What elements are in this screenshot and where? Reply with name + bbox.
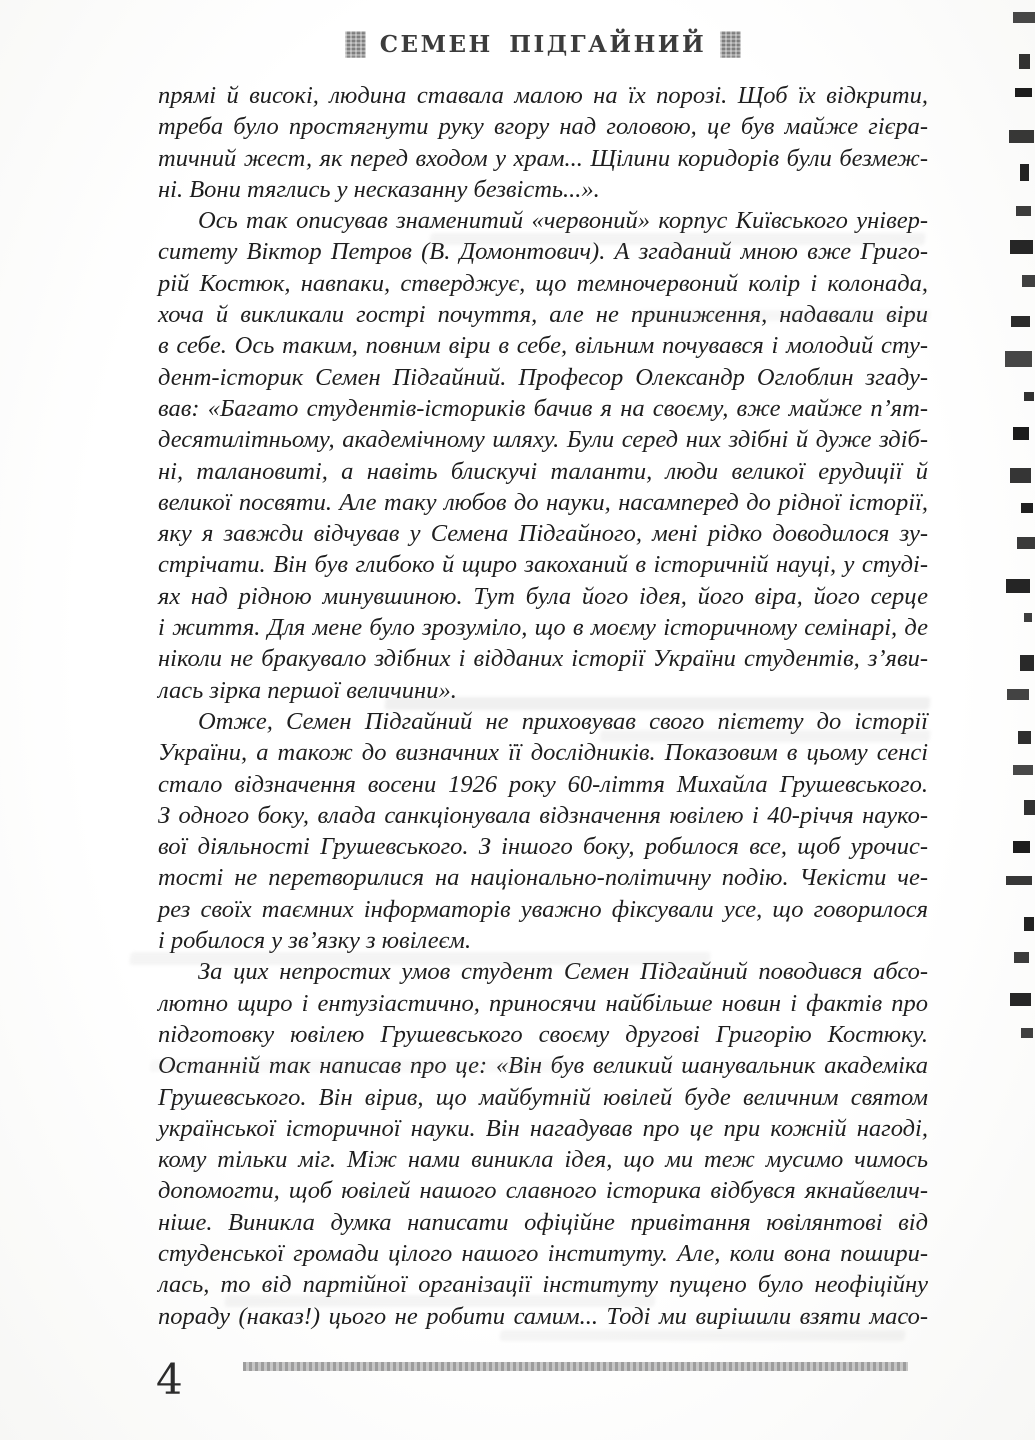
text-line: кому тільки міг. Між нами виникла ідея, що ми теж мусимо чимось: [158, 1146, 928, 1174]
page-edge-mark: [1006, 876, 1032, 885]
page-edge-mark: [1014, 952, 1029, 963]
running-title: СЕМЕН ПІДГАЙНИЙ: [379, 30, 707, 58]
text-line: дент-історик Семен Підгайний. Професор Олександр Оглоблин згаду-: [158, 363, 928, 391]
page-edge-mark: [1024, 917, 1034, 931]
page-edge-mark: [1017, 537, 1035, 549]
text-line: студенської громади цілого нашого інституту. Але, коли вона пошири-: [158, 1239, 928, 1267]
page-edge-mark: [1005, 351, 1032, 367]
text-line: тичний жест, як перед входом у храм... Щілини коридорів були безмеж-: [158, 144, 928, 172]
page-edge-mark: [1018, 731, 1031, 744]
text-line: хоча й викликали гострі почуття, але не приниження, надавали віри: [158, 301, 928, 329]
text-line: Останній так написав про це: «Він був великий шанувальник академіка: [158, 1052, 928, 1080]
text-line: ні. Вони тяглись у несказанну безвість...».: [158, 175, 600, 203]
text-block: [158, 80, 928, 1332]
text-line: прямі й високі, людина ставала малою на їх порозі. Щоб їх відкрити,: [158, 82, 928, 109]
text-line: треба було простягнути руку вгору над головою, це був майже гієра-: [158, 113, 928, 141]
text-line: ях над рідною минувшиною. Тут була його ідея, його віра, його серце: [158, 582, 928, 610]
page-edge-mark: [1010, 240, 1033, 254]
page-edge-mark: [1021, 1028, 1033, 1038]
text-line: підготовку ювілею Грушевського своєму другові Григорію Костюку.: [158, 1020, 928, 1048]
text-line: в себе. Ось таким, повним віри в себе, вільним почувався і молодий сту-: [158, 332, 928, 360]
text-line: вої діяльності Грушевського. З іншого боку, робилося все, щоб урочис-: [158, 833, 928, 861]
page-edge-mark: [1007, 689, 1029, 700]
text-line: лютно щиро і ентузіастично, приносячи найбільше новин і фактів про: [158, 989, 928, 1017]
text-line: Грушевського. Він вірив, що майбутній ювілей буде величним святом: [158, 1083, 928, 1111]
text-line: ніколи не бракувало здібних і відданих історії України студентів, з’яви-: [158, 645, 928, 673]
text-line: лась, то від партійної організації інституту пущено було неофіційну: [158, 1271, 928, 1299]
text-line: десятилітньому, академічному шляху. Були серед них здібні й дуже здіб-: [158, 426, 928, 454]
text-line: вав: «Багато студентів-істориків бачив я на своєму, вже майже п’ят-: [158, 394, 928, 422]
page-edge-mark: [1020, 164, 1029, 181]
page-number: 4: [156, 1355, 183, 1404]
text-line: Отже, Семен Підгайний не приховував свого пієтету до історії: [198, 707, 928, 735]
page-edge-mark: [1021, 503, 1033, 513]
text-line: Ось так описував знаменитий «червоний» корпус Київського універ-: [198, 207, 928, 235]
footer-rule: [243, 1362, 908, 1371]
text-line: рез своїх таємних інформаторів уважно фіксували усе, що говорилося: [158, 895, 928, 923]
page-edge-mark: [1013, 765, 1033, 775]
text-line: яку я завжди відчував у Семена Підгайного, мені рідко доводилося зу-: [158, 520, 928, 548]
page-edge-mark: [1010, 993, 1031, 1006]
text-line: і робилося у зв’язку з ювілеєм.: [158, 927, 472, 955]
text-line: великої посвяти. Але таку любов до науки, насамперед до рідної історії,: [158, 488, 928, 516]
page-edge-mark: [1024, 613, 1032, 622]
text-line: допомогти, щоб ювілей нашого славного історика відбувся якнайвелич-: [158, 1177, 928, 1205]
page-edge-mark: [1022, 275, 1035, 287]
text-line: За цих непростих умов студент Семен Підгайний поводився абсо-: [198, 958, 928, 986]
page-edge-mark: [1010, 468, 1031, 483]
page-edge-mark: [1006, 579, 1030, 593]
text-line: ніше. Виникла думка написати офіційне привітання ювілянтові від: [158, 1208, 928, 1236]
text-line: ситету Віктор Петров (В. Домонтович). А згаданий мною вже Григо-: [158, 238, 928, 266]
page-edge-mark: [1013, 427, 1029, 440]
page-edge-mark: [1024, 392, 1034, 401]
header-ornament-right-icon: [720, 31, 741, 58]
page-edge-mark: [1011, 316, 1030, 327]
text-line: рій Костюк, навпаки, стверджує, що темночервоний колір і колонада,: [158, 269, 928, 297]
text-line: З одного боку, влада санкціонувала відзначення ювілею і 40-річчя науко-: [158, 801, 928, 829]
page-edge-mark: [1024, 800, 1035, 815]
text-line: лась зірка першої величини».: [158, 676, 457, 704]
text-line: України, а також до визначних її дослідників. Показовим в цьому сенсі: [158, 739, 928, 767]
page-edge-mark: [1013, 12, 1035, 23]
text-line: української історичної науки. Він нагадував про це при кожній нагоді,: [158, 1114, 928, 1142]
page-edge-mark: [1016, 206, 1031, 216]
header-ornament-left-icon: [345, 31, 366, 58]
text-line: і життя. Для мене було зрозуміло, що в моєму історичному семінарі, де: [158, 614, 928, 642]
text-line: стрічати. Він був глибоко й щиро закоханий в історичній науці, у студі-: [158, 551, 928, 579]
text-line: стало відзначення восени 1926 року 60-ліття Михайла Грушевського.: [158, 770, 928, 798]
page-edge-mark: [1020, 655, 1034, 671]
page-edge-mark: [1015, 88, 1032, 97]
page-edge-mark: [1013, 841, 1030, 853]
page-edge-mark: [1009, 130, 1034, 143]
page-header: [158, 26, 928, 62]
text-line: ні, талановиті, а навіть блискучі таланти, люди великої ерудиції й: [158, 457, 928, 485]
page-edge-mark: [1019, 54, 1030, 69]
text-line: пораду (наказ!) цього не робити самим... Тоді ми вирішили взяти масо-: [158, 1302, 928, 1330]
text-line: тості не перетворилися на національно-політичну подію. Чекісти че-: [158, 864, 928, 892]
